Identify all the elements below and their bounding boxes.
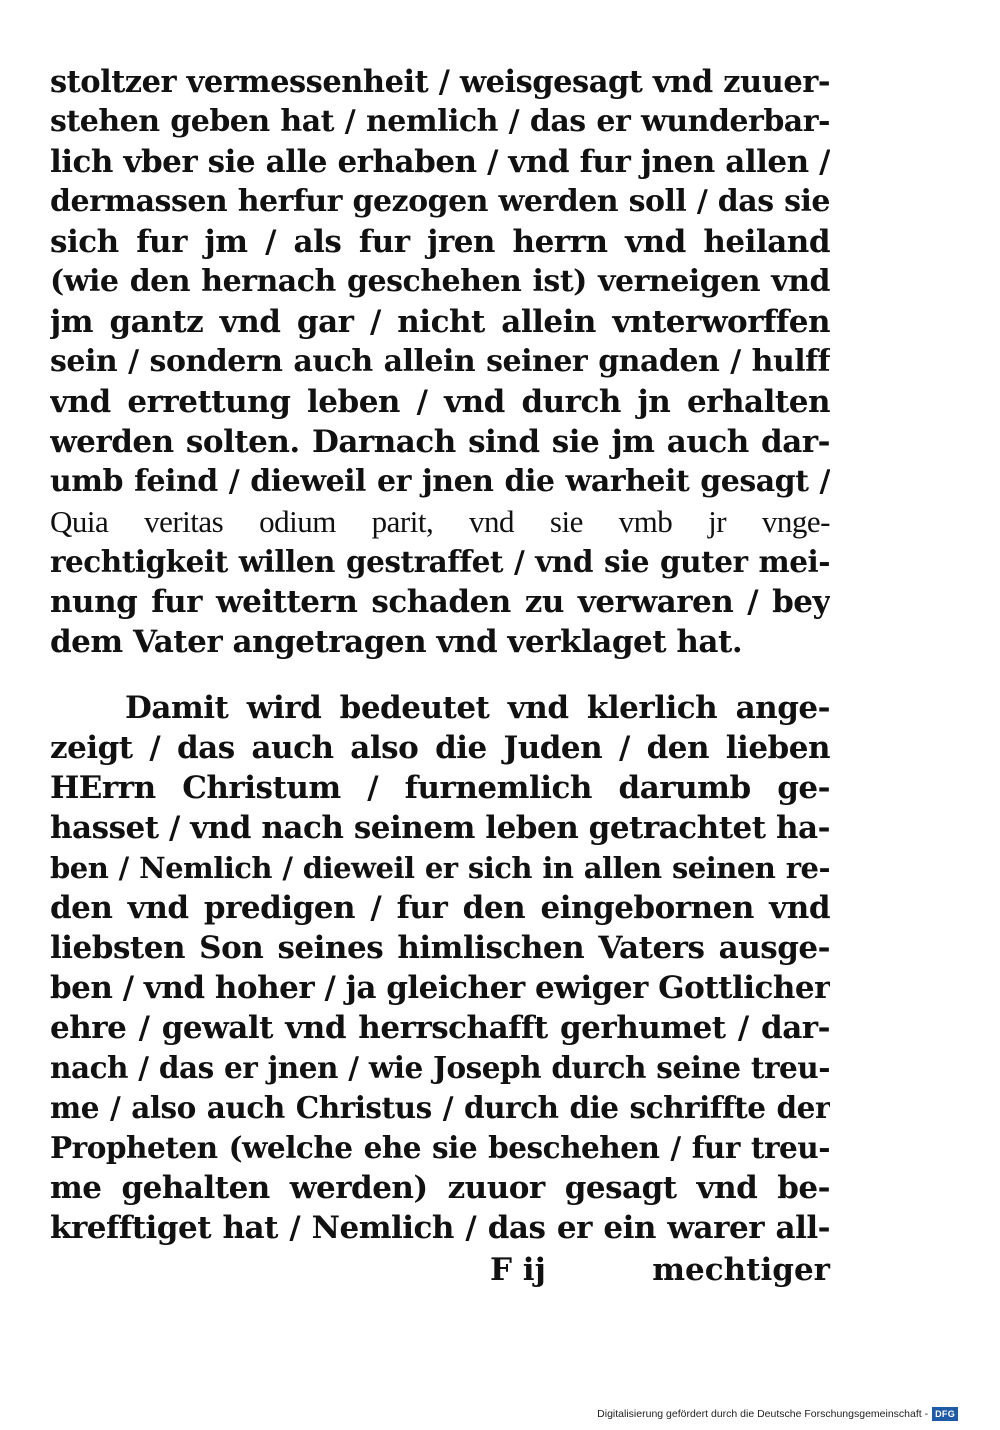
paragraph-2 — [50, 688, 830, 1248]
text-line: liebsten Son seines himlischen Vaters ausge- — [50, 930, 830, 966]
text-line: Propheten (welche ehe sie beschehen / fur treu- — [50, 1130, 830, 1165]
text-line: me / also auch Christus / durch die schriffte der — [50, 1090, 830, 1125]
text-line: dermassen herfur gezogen werden soll / das sie — [50, 184, 830, 219]
text-line: Damit wird bedeutet vnd klerlich ange- — [125, 690, 830, 726]
paragraph-1 — [50, 62, 830, 662]
page-footer — [50, 1250, 830, 1290]
text-line: dem Vater angetragen vnd verklaget hat. — [50, 624, 743, 660]
text-line: sein / sondern auch allein seiner gnaden / hulff — [50, 344, 830, 379]
text-line: me gehalten werden) zuuor gesagt vnd be- — [50, 1170, 830, 1206]
text-line: nach / das er jnen / wie Joseph durch seine treu- — [50, 1050, 830, 1085]
text-line: sich fur jm / als fur jren herrn vnd heiland — [50, 224, 830, 260]
text-line: krefftiget hat / Nemlich / das er ein warer all- — [50, 1210, 830, 1246]
text-line: umb feind / dieweil er jnen die warheit gesagt / — [50, 464, 830, 499]
text-line: jm gantz vnd gar / nicht allein vnterworffen — [50, 304, 830, 340]
text-line: ben / vnd hoher / ja gleicher ewiger Gottlicher — [50, 970, 830, 1006]
text-line: werden solten. Darnach sind sie jm auch dar- — [50, 424, 830, 460]
text-line: (wie den hernach geschehen ist) verneigen vnd — [50, 264, 830, 299]
text-line: vnd errettung leben / vnd durch jn erhalten — [50, 384, 830, 420]
text-line: hasset / vnd nach seinem leben getrachtet ha- — [50, 810, 830, 846]
text-line: den vnd predigen / fur den eingebornen vnd — [50, 890, 830, 926]
text-line: nung fur weittern schaden zu verwaren / bey — [50, 584, 830, 620]
signature-mark: F ij — [490, 1252, 546, 1288]
text-line: HErrn Christum / furnemlich darumb ge- — [50, 770, 830, 806]
catchword: mechtiger — [652, 1252, 830, 1288]
text-line: stoltzer vermessenheit / weisgesagt vnd zuuer- — [50, 64, 830, 100]
credit-text: Digitalisierung gefördert durch die Deutsche Forschungsgemeinschaft - — [597, 1408, 929, 1420]
dfg-logo: DFG — [932, 1407, 958, 1421]
text-line: zeigt / das auch also die Juden / den lieben — [50, 730, 830, 766]
text-line: Quia veritas odium parit, vnd sie vmb jr vnge- — [50, 504, 830, 539]
text-line: ehre / gewalt vnd herrschafft gerhumet / dar- — [50, 1010, 830, 1046]
digitization-credit — [597, 1406, 958, 1422]
text-line: ben / Nemlich / dieweil er sich in allen seinen re- — [50, 851, 830, 885]
text-line: stehen geben hat / nemlich / das er wunderbar- — [50, 104, 830, 139]
text-line: rechtigkeit willen gestraffet / vnd sie guter mei- — [50, 544, 830, 579]
text-line: lich vber sie alle erhaben / vnd fur jnen allen / — [50, 144, 830, 180]
